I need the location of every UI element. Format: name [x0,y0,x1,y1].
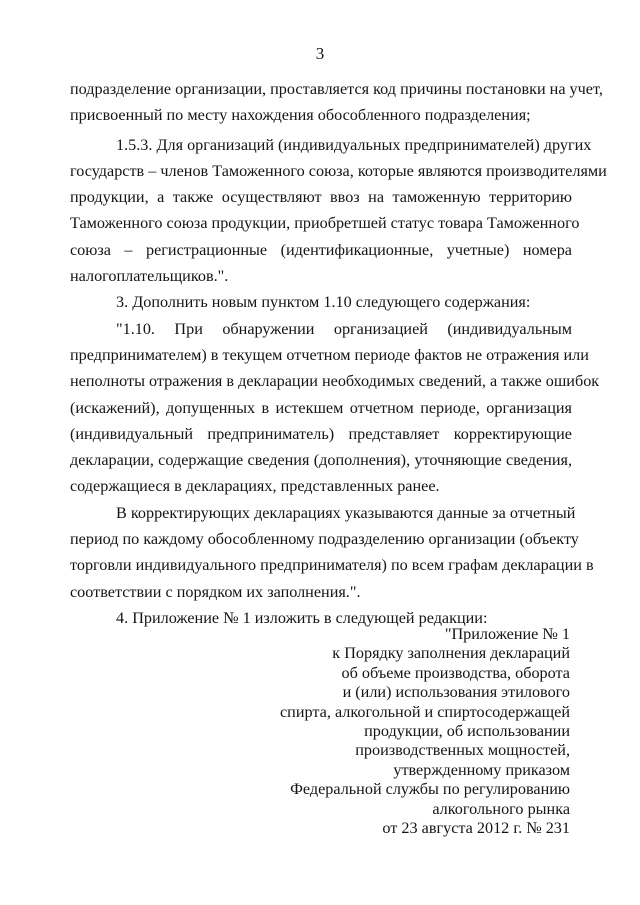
text-line: торговли индивидуального предпринимателя) по всем графам декларации в [70,556,594,575]
text-line: 3. Дополнить новым пунктом 1.10 следующего содержания: [116,293,531,312]
text-line: (индивидуальный предприниматель) представляет корректирующие [70,424,572,443]
text-line: В корректирующих декларациях указываются данные за отчетный [116,503,576,522]
appendix-line: об объеме производства, оборота [341,663,570,682]
appendix-line: к Порядку заполнения деклараций [332,644,570,663]
document-body [70,76,607,631]
appendix-line: "Приложение № 1 [444,625,570,643]
text-line: продукции, а также осуществляют ввоз на таможенную территорию [70,188,572,207]
appendix-line: Федеральной службы по регулированию [290,780,570,799]
text-line: "1.10. При обнаружении организацией (индивидуальным [116,319,572,338]
appendix-line: от 23 августа 2012 г. № 231 [382,819,570,838]
page-number: 3 [315,44,325,63]
text-line: 4. Приложение № 1 изложить в следующей редакции: [116,608,488,627]
appendix-line: утвержденному приказом [393,760,570,779]
text-line: присвоенный по месту нахождения обособленного подразделения; [70,106,531,125]
text-line: декларации, содержащие сведения (дополнения), уточняющие сведения, [70,451,572,470]
text-line: содержащиеся в декларациях, представленных ранее. [70,477,440,496]
text-line: подразделение организации, проставляется код причины постановки на учет, [70,80,603,98]
appendix-line: и (или) использования этилового [342,683,570,702]
text-line: предпринимателем) в текущем отчетном периоде фактов не отражения или [70,345,589,364]
appendix-header [270,625,570,838]
text-line: (искажений), допущенных в истекшем отчетном периоде, организация [70,398,572,417]
appendix-line: спирта, алкогольной и спиртосодержащей [280,702,570,721]
text-line: Таможенного союза продукции, приобретшей статус товара Таможенного [70,214,580,233]
text-line: период по каждому обособленному подразделению организации (объекту [70,530,579,549]
text-line: государств – членов Таможенного союза, которые являются производителями [70,161,607,180]
appendix-line: продукции, об использовании [364,722,570,741]
text-line: 1.5.3. Для организаций (индивидуальных предпринимателей) других [116,135,592,154]
text-line: соответствии с порядком их заполнения.". [70,582,361,601]
text-line: неполноты отражения в декларации необходимых сведений, а также ошибок [70,372,600,391]
appendix-line: производственных мощностей, [355,741,570,760]
text-line: союза – регистрационные (идентификационные, учетные) номера [70,240,572,259]
text-line: налогоплательщиков.". [70,267,229,286]
appendix-line: алкогольного рынка [432,799,570,818]
